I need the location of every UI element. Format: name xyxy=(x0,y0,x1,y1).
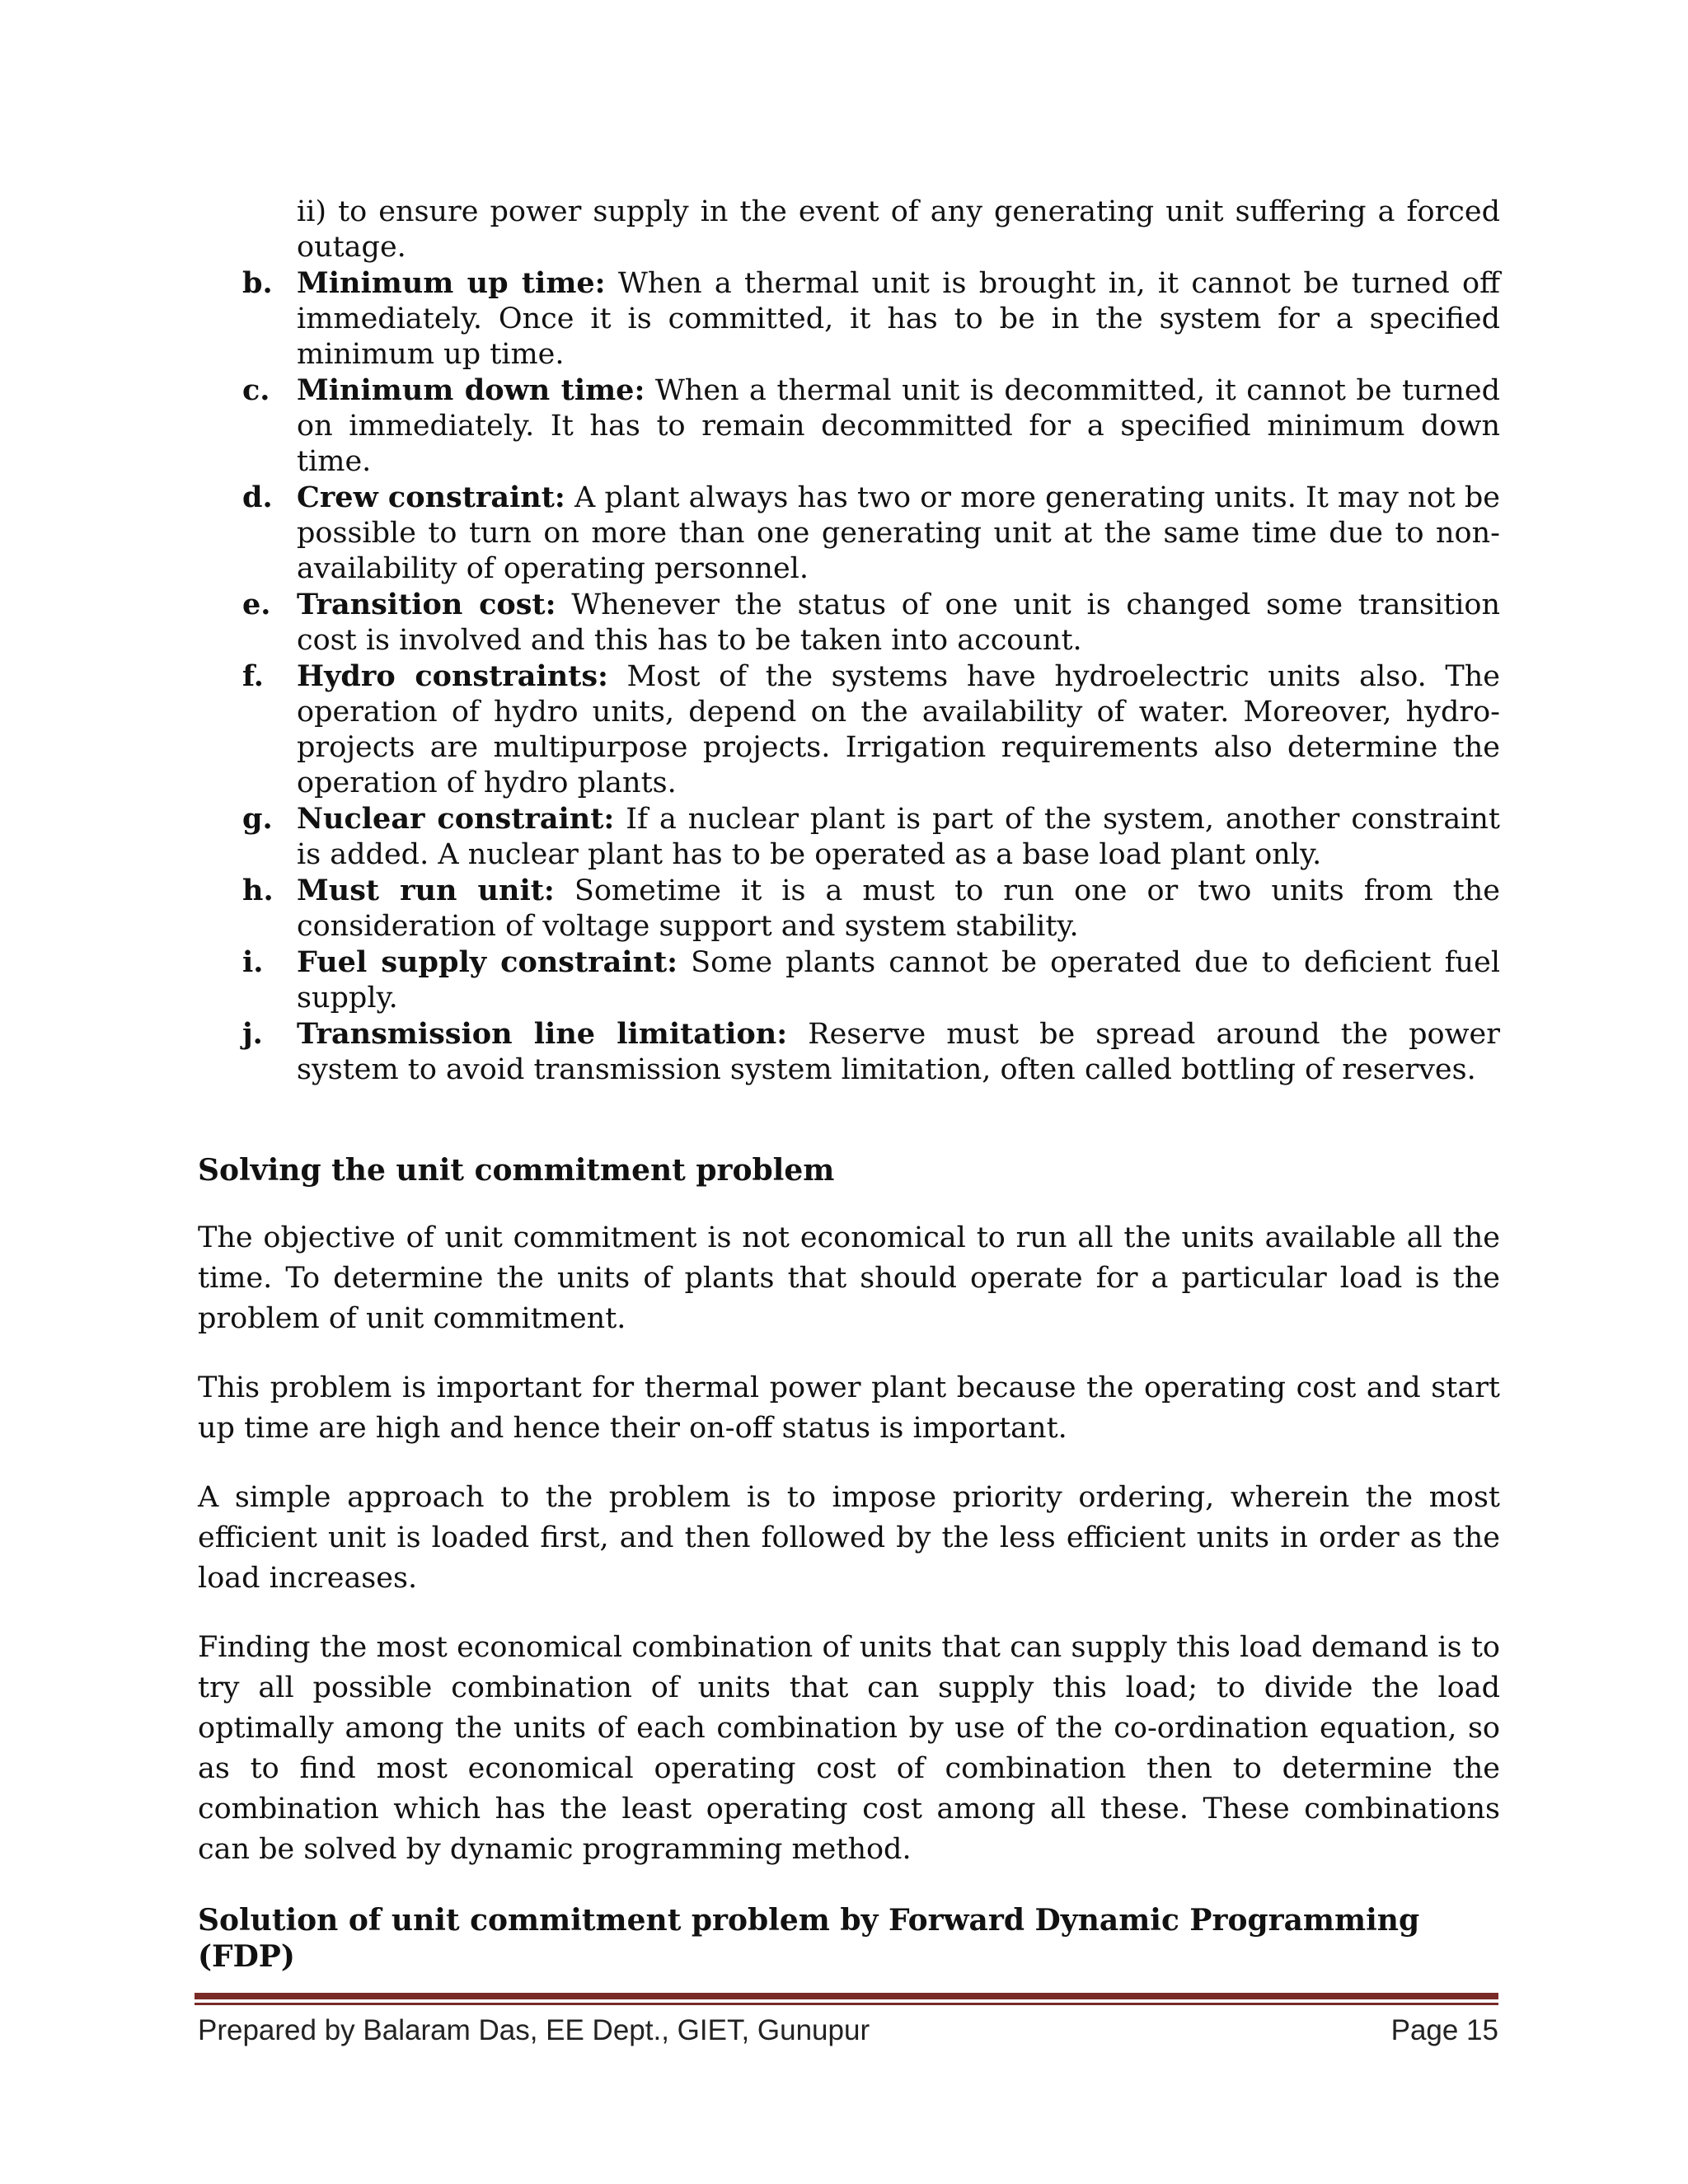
list-item-text: A plant always has two or more generating units. It may not be possible to turn on more than one generating unit at the same time due to non-availability of operating personnel. xyxy=(297,481,1500,585)
list-item-text: Most of the systems have hydroelectric units also. The operation of hydro units, depend on the availability of water. Moreover, hydro-projects are multipurpose projects. Irrigation requirements also determine the operation of hydro plants. xyxy=(297,660,1500,799)
section-fdp xyxy=(198,1902,1500,1975)
list-marker: b. xyxy=(242,266,273,300)
list-item-term: Fuel supply constraint: xyxy=(297,945,678,979)
list-item-text: When a thermal unit is brought in, it cannot be turned off immediately. Once it is committed, it has to be in the system for a specified minimum up time. xyxy=(297,267,1500,371)
list-item-text: Sometime it is a must to run one or two units from the consideration of voltage support and system stability. xyxy=(297,874,1500,943)
list-item-text: If a nuclear plant is part of the system, another constraint is added. A nuclear plant has to be operated as a base load plant only. xyxy=(297,803,1500,871)
list-item-text: Some plants cannot be operated due to deficient fuel supply. xyxy=(297,946,1501,1015)
list-continuation-text: ii) to ensure power supply in the event of any generating unit suffering a forced outage. xyxy=(297,195,1500,264)
list-item-e xyxy=(198,587,1500,658)
list-item-j xyxy=(198,1016,1500,1088)
list-item-term: Nuclear constraint: xyxy=(297,802,615,836)
paragraph: This problem is important for thermal power plant because the operating cost and start up time are high and hence their on-off status is important. xyxy=(198,1371,1500,1445)
list-marker: e. xyxy=(242,588,271,621)
paragraph: Finding the most economical combination of units that can supply this load demand is to try all possible combination of units that can supply this load; to divide the load optimally among the units of each combination by use of the co-ordination equation, so as to find most economical operating cost of combination then to determine the combination which has the least operating cost among all these. These combinations can be solved by dynamic programming method. xyxy=(198,1631,1500,1866)
list-marker: f. xyxy=(242,659,264,693)
list-item-term: Minimum up time: xyxy=(297,266,606,300)
list-item-text: Whenever the status of one unit is changed some transition cost is involved and this has to be taken into account. xyxy=(297,588,1501,657)
paragraph: The objective of unit commitment is not economical to run all the units available all the time. To determine the units of plants that should operate for a particular load is the problem of unit commitment. xyxy=(198,1221,1500,1335)
section-solving-unit-commitment xyxy=(198,1152,1500,1870)
footer-divider xyxy=(195,1993,1498,1999)
list-item-text: When a thermal unit is decommitted, it cannot be turned on immediately. It has to remain decommitted for a specified minimum down time. xyxy=(297,374,1500,478)
section-heading: Solving the unit commitment problem xyxy=(198,1153,835,1188)
list-marker: g. xyxy=(242,802,273,836)
list-item-term: Transmission line limitation: xyxy=(297,1017,788,1051)
page-number: Page 15 xyxy=(1390,2014,1498,2046)
list-item-term: Hydro constraints: xyxy=(297,659,608,693)
list-item-term: Must run unit: xyxy=(297,874,555,907)
list-item-f xyxy=(198,658,1500,801)
list-item-text: Reserve must be spread around the power system to avoid transmission system limitation, often called bottling of reserves. xyxy=(297,1018,1500,1086)
list-item-d xyxy=(198,480,1500,587)
constraints-list xyxy=(198,194,1500,1088)
list-marker: c. xyxy=(242,373,270,407)
footer-divider-thin xyxy=(195,2003,1498,2005)
list-marker: i. xyxy=(242,945,264,979)
list-item-term: Minimum down time: xyxy=(297,373,645,407)
footer-author: Prepared by Balaram Das, EE Dept., GIET, Gunupur xyxy=(198,2014,870,2046)
list-item-b xyxy=(198,265,1500,373)
list-marker: j. xyxy=(242,1017,263,1051)
list-item-c xyxy=(198,373,1500,480)
list-item-term: Crew constraint: xyxy=(297,480,565,514)
list-item-i xyxy=(198,944,1500,1016)
list-item-g xyxy=(198,801,1500,873)
list-item-term: Transition cost: xyxy=(297,588,556,621)
paragraph: A simple approach to the problem is to impose priority ordering, wherein the most efficient unit is loaded first, and then followed by the less efficient units in order as the load increases. xyxy=(198,1481,1500,1595)
list-item-h xyxy=(198,873,1500,944)
list-marker: d. xyxy=(242,480,273,514)
section-heading: Solution of unit commitment problem by Forward Dynamic Programming (FDP) xyxy=(198,1903,1420,1974)
list-marker: h. xyxy=(242,874,274,907)
